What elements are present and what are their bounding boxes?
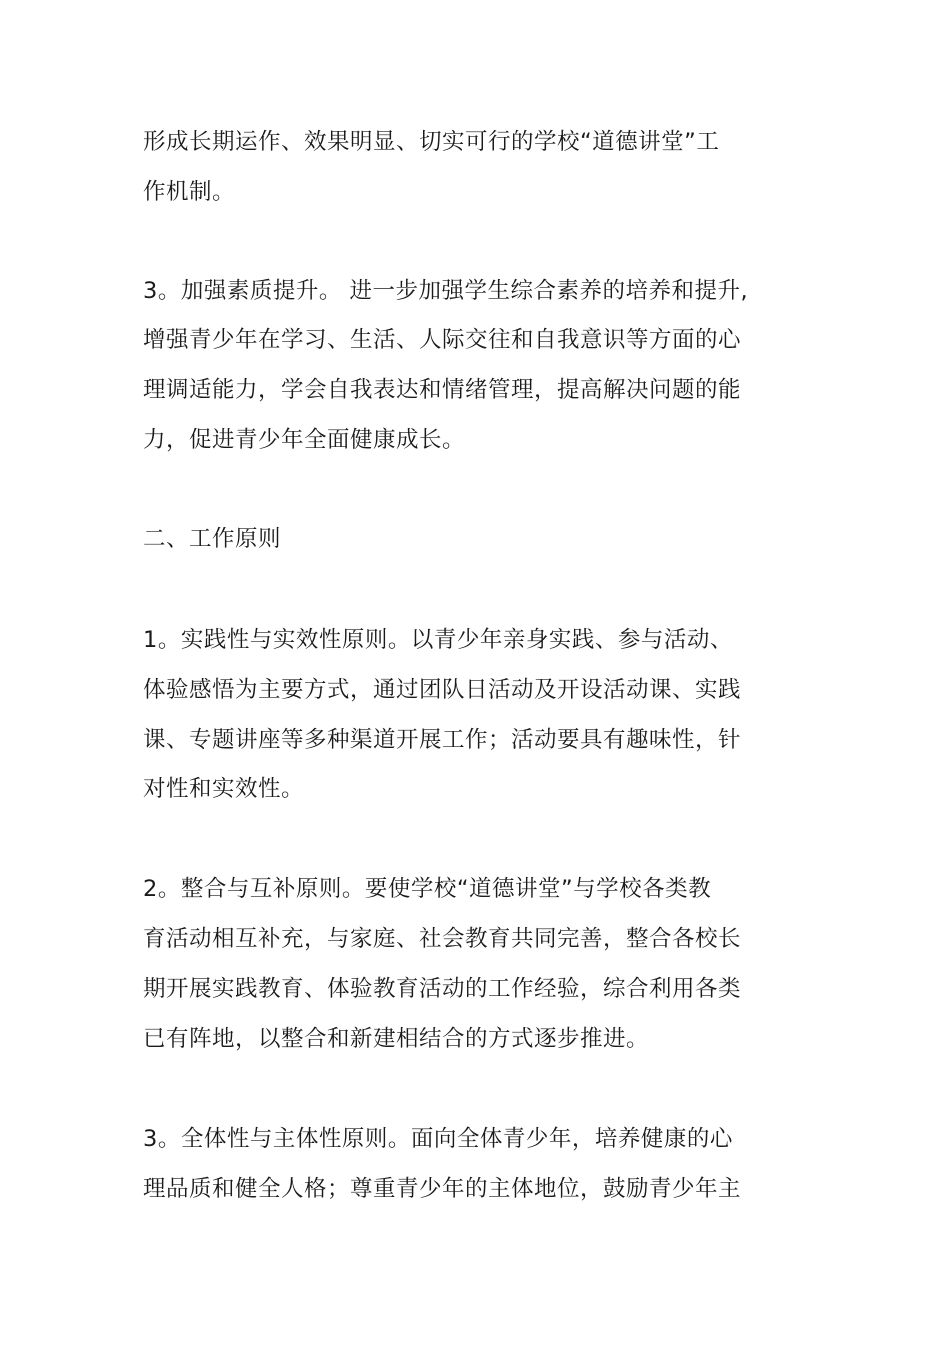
section-heading: 二、工作原则 xyxy=(143,526,282,552)
paragraph-line: 已有阵地，以整合和新建相结合的方式逐步推进。 xyxy=(143,1026,650,1052)
paragraph-line: 增强青少年在学习、生活、人际交往和自我意识等方面的心 xyxy=(143,327,742,353)
paragraph-line: 3。加强素质提升。 进一步加强学生综合素养的培养和提升, xyxy=(143,278,749,304)
paragraph-line: 体验感悟为主要方式，通过团队日活动及开设活动课、实践 xyxy=(143,677,742,703)
paragraph-line: 形成长期运作、效果明显、切实可行的学校“道德讲堂”工 xyxy=(143,129,720,155)
paragraph-line: 力，促进青少年全面健康成长。 xyxy=(143,427,466,453)
paragraph-line: 期开展实践教育、体验教育活动的工作经验，综合利用各类 xyxy=(143,976,742,1002)
paragraph-line: 理品质和健全人格；尊重青少年的主体地位，鼓励青少年主 xyxy=(143,1176,742,1202)
paragraph-line: 3。全体性与主体性原则。面向全体青少年，培养健康的心 xyxy=(143,1126,733,1152)
paragraph-line: 理调适能力，学会自我表达和情绪管理，提高解决问题的能 xyxy=(143,377,742,403)
paragraph-line: 作机制。 xyxy=(143,179,236,205)
paragraph-line: 对性和实效性。 xyxy=(143,776,305,802)
paragraph-line: 育活动相互补充，与家庭、社会教育共同完善，整合各校长 xyxy=(143,926,742,952)
paragraph-line: 1。实践性与实效性原则。以青少年亲身实践、参与活动、 xyxy=(143,627,733,653)
paragraph-line: 2。整合与互补原则。要使学校“道德讲堂”与学校各类教 xyxy=(143,876,712,902)
paragraph-line: 课、专题讲座等多种渠道开展工作；活动要具有趣味性，针 xyxy=(143,727,742,753)
